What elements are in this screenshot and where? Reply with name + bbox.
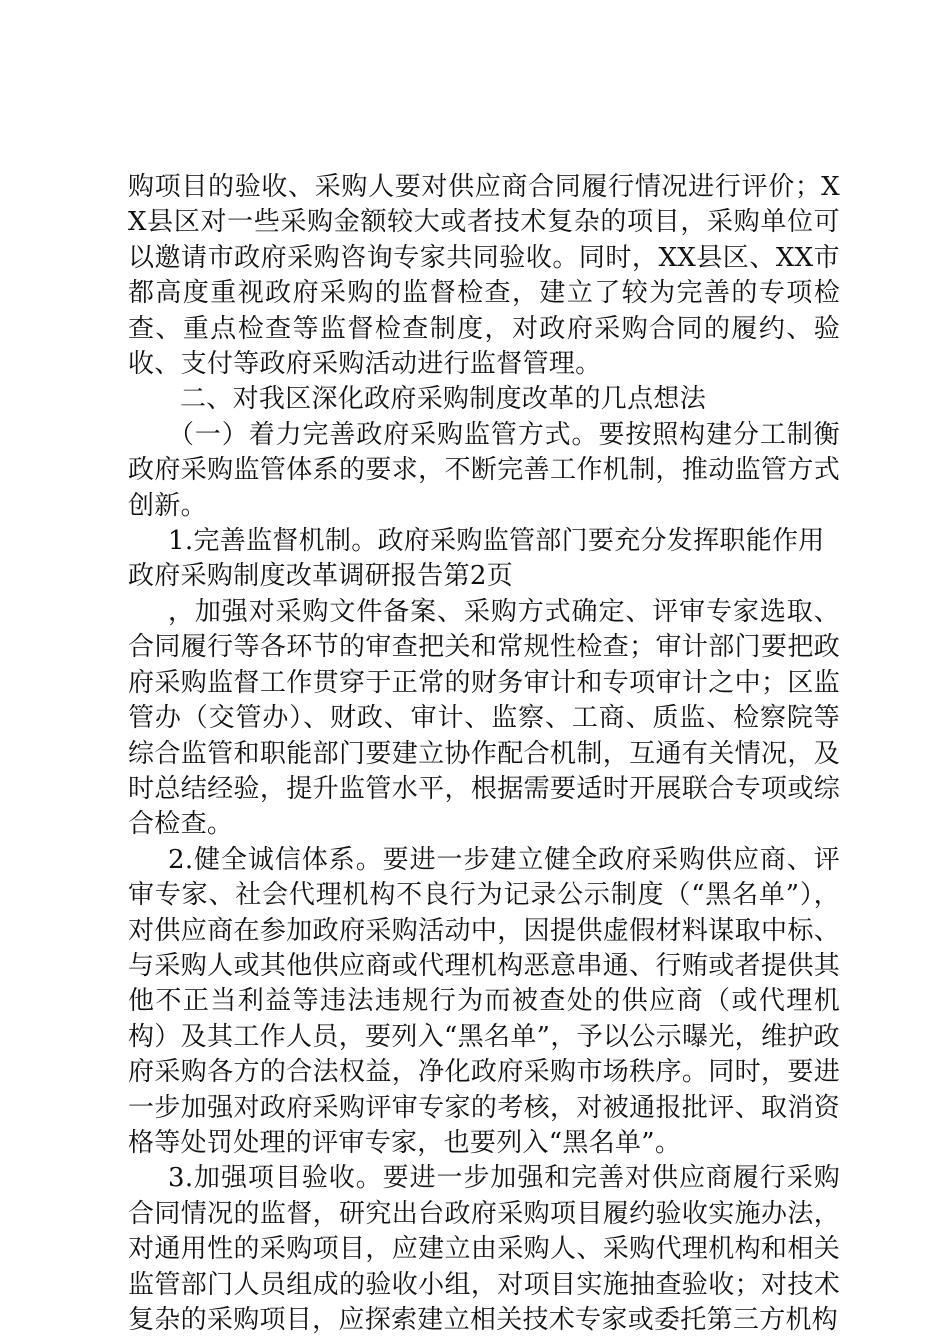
item-1-continued: ，加强对采购文件备案、采购方式确定、评审专家选取、合同履行等各环节的审查把关和常规性检查；审计部门要把政府采购监督工作贯穿于正常的财务审计和专项审计之中；区监管办（交管办）、财政、审计、监察、工商、质监、检察院等综合监管和职能部门要建立协作配合机制，互通有关情况，及时总结经验，提升监管水平，根据需要适时开展联合专项或综合检查。 xyxy=(128,596,840,840)
paragraph-continued: 购项目的验收、采购人要对供应商合同履行情况进行评价；XX县区对一些采购金额较大或者技术复杂的项目，采购单位可以邀请市政府采购咨询专家共同验收。同时，XX县区、XX市都高度重视政府采购的监督检查，建立了较为完善的专项检查、重点检查等监督检查制度，对政府采购合同的履约、验收、支付等政府采购活动进行监督管理。 xyxy=(128,172,840,380)
page-footer-label: 政府采购制度改革调研报告第2页 xyxy=(128,561,514,592)
subsection-paragraph: （一）着力完善政府采购监管方式。要按照构建分工制衡政府采购监管体系的要求，不断完善工作机制，推动监管方式创新。 xyxy=(128,419,840,521)
item-3-paragraph: 3.加强项目验收。要进一步加强和完善对供应商履行采购合同情况的监督，研究出台政府采购项目履约验收实施办法，对通用性的采购项目，应建立由采购人、采购代理机构和相关监管部门人员组成的验收小组，对项目实施抽查验收；对技术复杂的采购项目，应探索建立相关技术专家或委托第三方机构 xyxy=(128,1163,840,1335)
body-text xyxy=(128,170,840,1338)
item-2-paragraph: 2.健全诚信体系。要进一步建立健全政府采购供应商、评审专家、社会代理机构不良行为记录公示制度（“黑名单”），对供应商在参加政府采购活动中，因提供虚假材料谋取中标、与采购人或其他供应商或代理机构恶意串通、行贿或者提供其他不正当利益等违法违规行为而被查处的供应商（或代理机构）及其工作人员，要列入“黑名单”，予以公示曝光，维护政府采购各方的合法权益，净化政府采购市场秩序。同时，要进一步加强对政府采购评审专家的考核，对被通报批评、取消资格等处罚处理的评审专家，也要列入“黑名单”。 xyxy=(128,844,840,1158)
item-1-paragraph: 1.完善监督机制。政府采购监管部门要充分发挥职能作用 xyxy=(168,526,825,557)
section-heading: 二、对我区深化政府采购制度改革的几点想法 xyxy=(180,384,707,415)
